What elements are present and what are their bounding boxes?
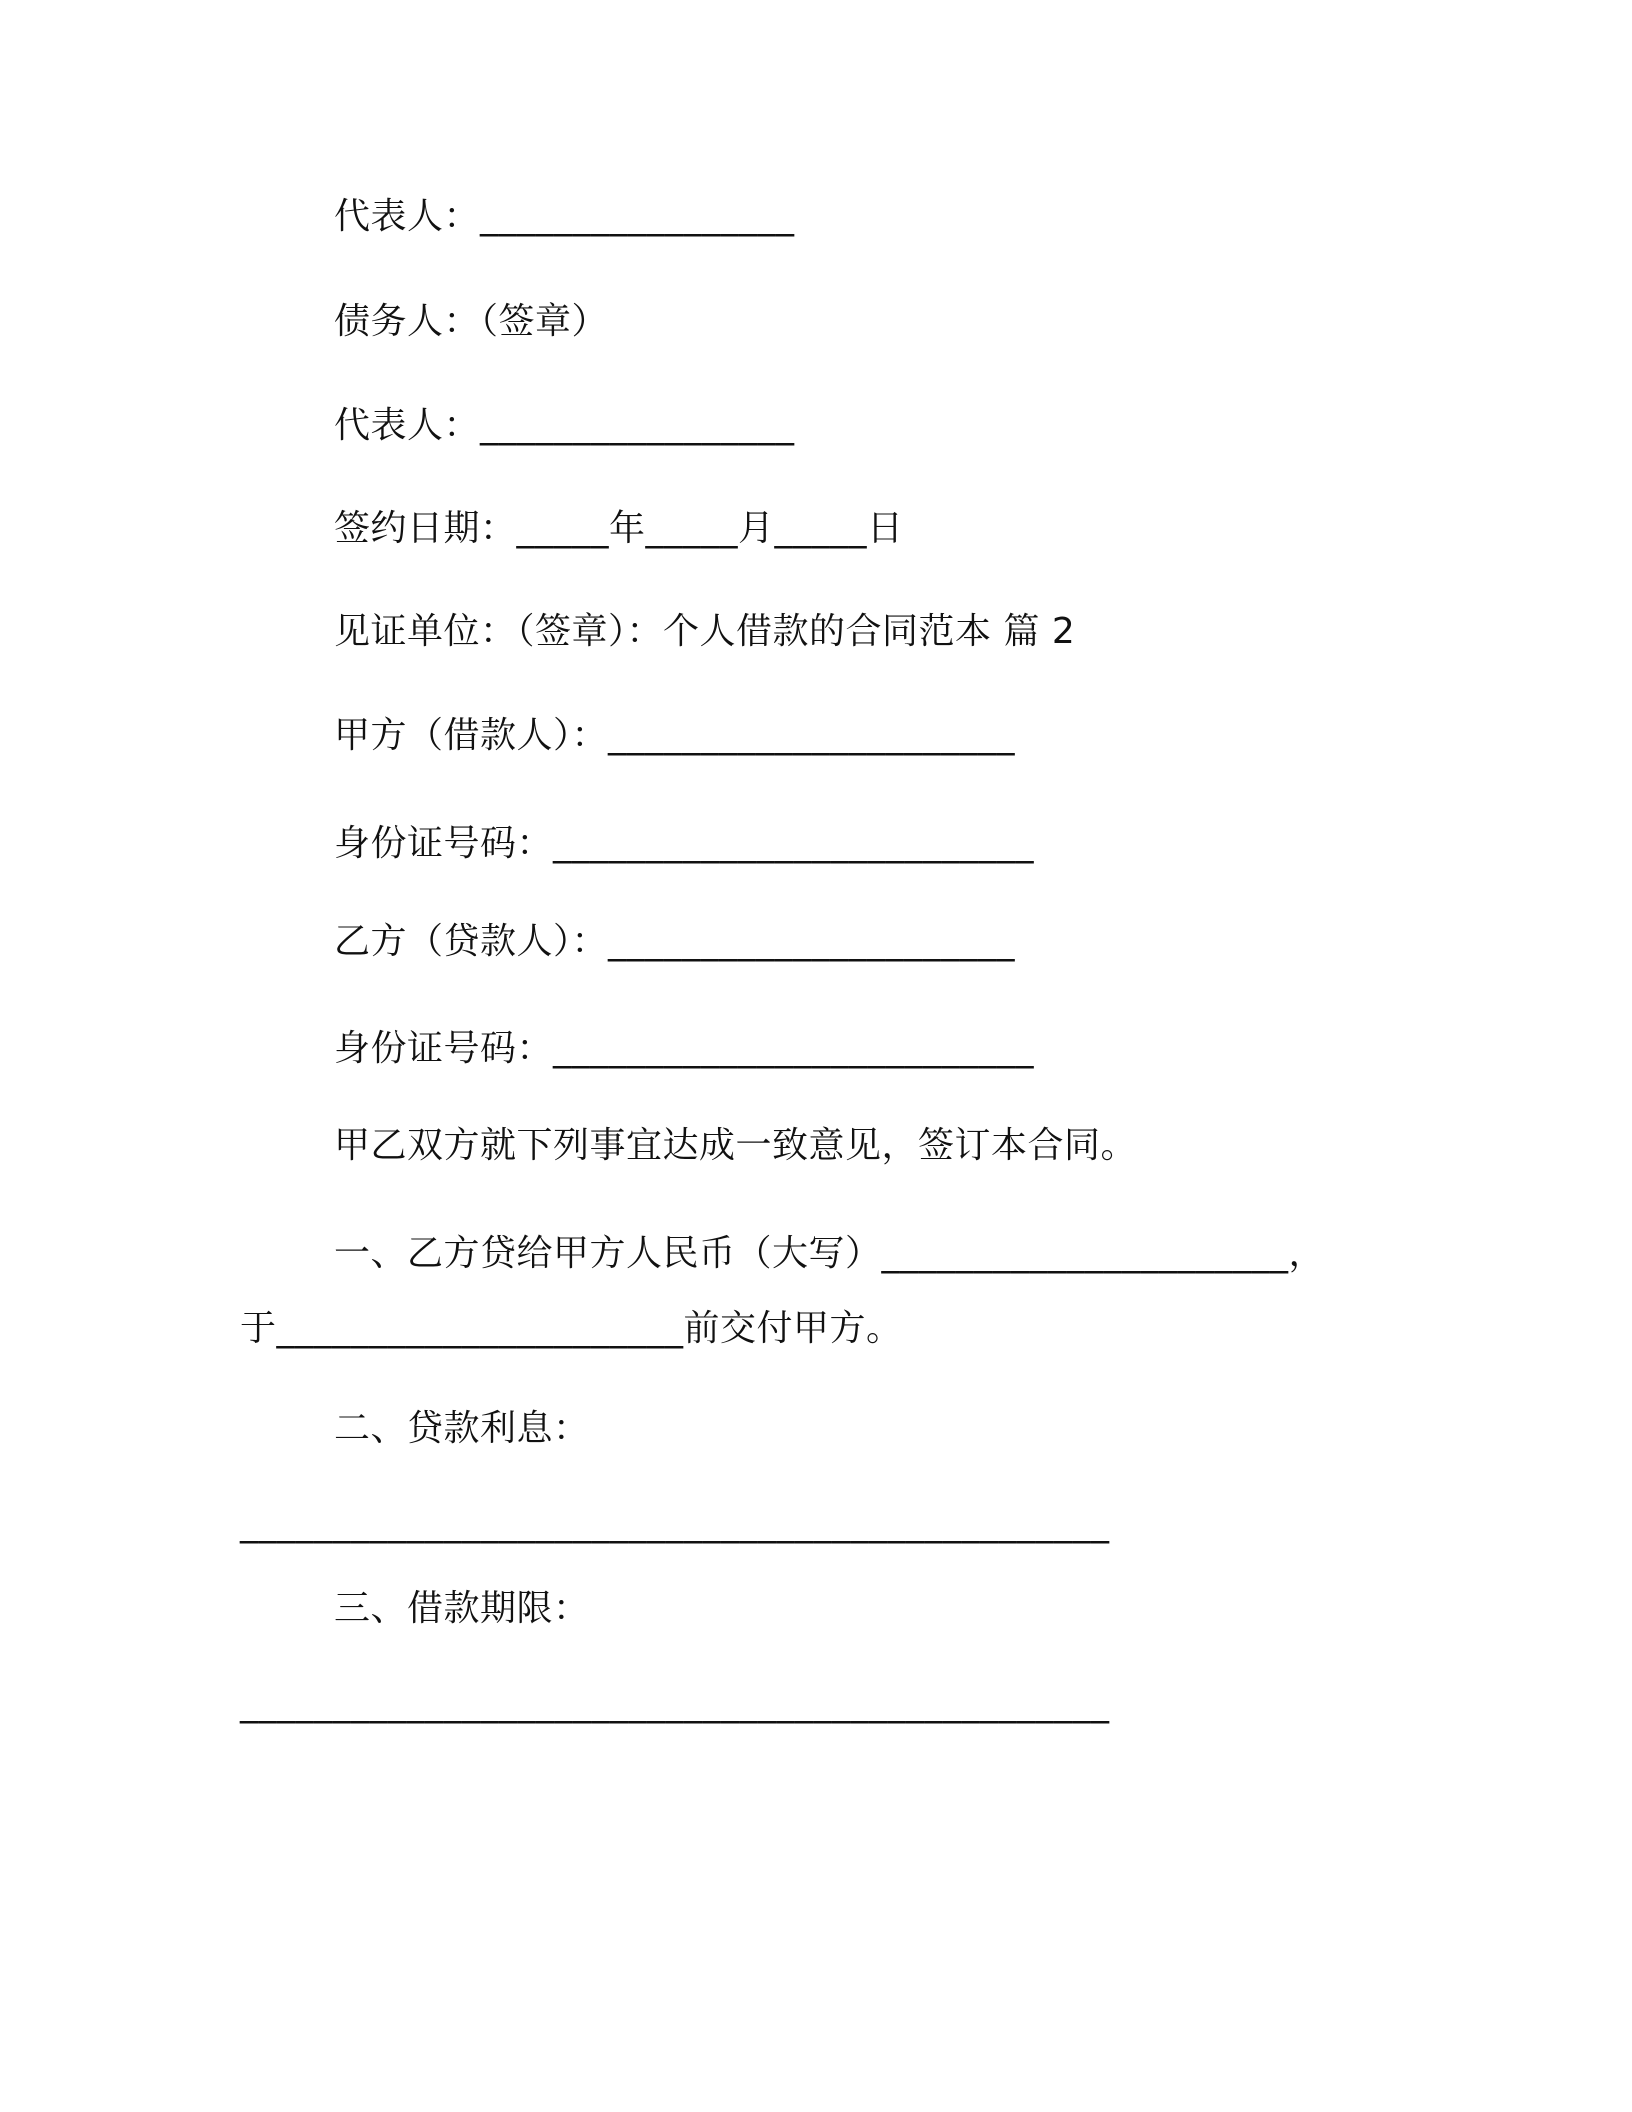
party-b-id-line: 身份证号码：__________________________ bbox=[334, 1028, 1035, 1069]
clause-3-heading: 三、借款期限： bbox=[334, 1588, 590, 1629]
party-a-id-line: 身份证号码：__________________________ bbox=[334, 823, 1035, 864]
clause-3-blank-line: _______________________________________________ bbox=[240, 1683, 1110, 1724]
clause-1-line: 一、乙方贷给甲方人民币（大写）______________________， bbox=[334, 1233, 1326, 1274]
party-b-line: 乙方（贷款人）：______________________ bbox=[334, 921, 1016, 962]
clause-1-continuation-line: 于______________________前交付甲方。 bbox=[240, 1308, 903, 1349]
representative-line-1: 代表人：_________________ bbox=[334, 196, 795, 237]
clause-2-blank-line: _______________________________________________ bbox=[240, 1503, 1110, 1544]
witness-unit-line: 见证单位：（签章）：个人借款的合同范本 篇 2 bbox=[334, 611, 1076, 652]
party-a-line: 甲方（借款人）：______________________ bbox=[334, 715, 1016, 756]
agreement-intro-line: 甲乙双方就下列事宜达成一致意见，签订本合同。 bbox=[334, 1125, 1138, 1166]
signing-date-line: 签约日期：_____年_____月_____日 bbox=[334, 508, 904, 549]
debtor-signature-line: 债务人：（签章） bbox=[334, 301, 609, 342]
representative-line-2: 代表人：_________________ bbox=[334, 405, 795, 446]
clause-2-heading: 二、贷款利息： bbox=[334, 1408, 590, 1449]
